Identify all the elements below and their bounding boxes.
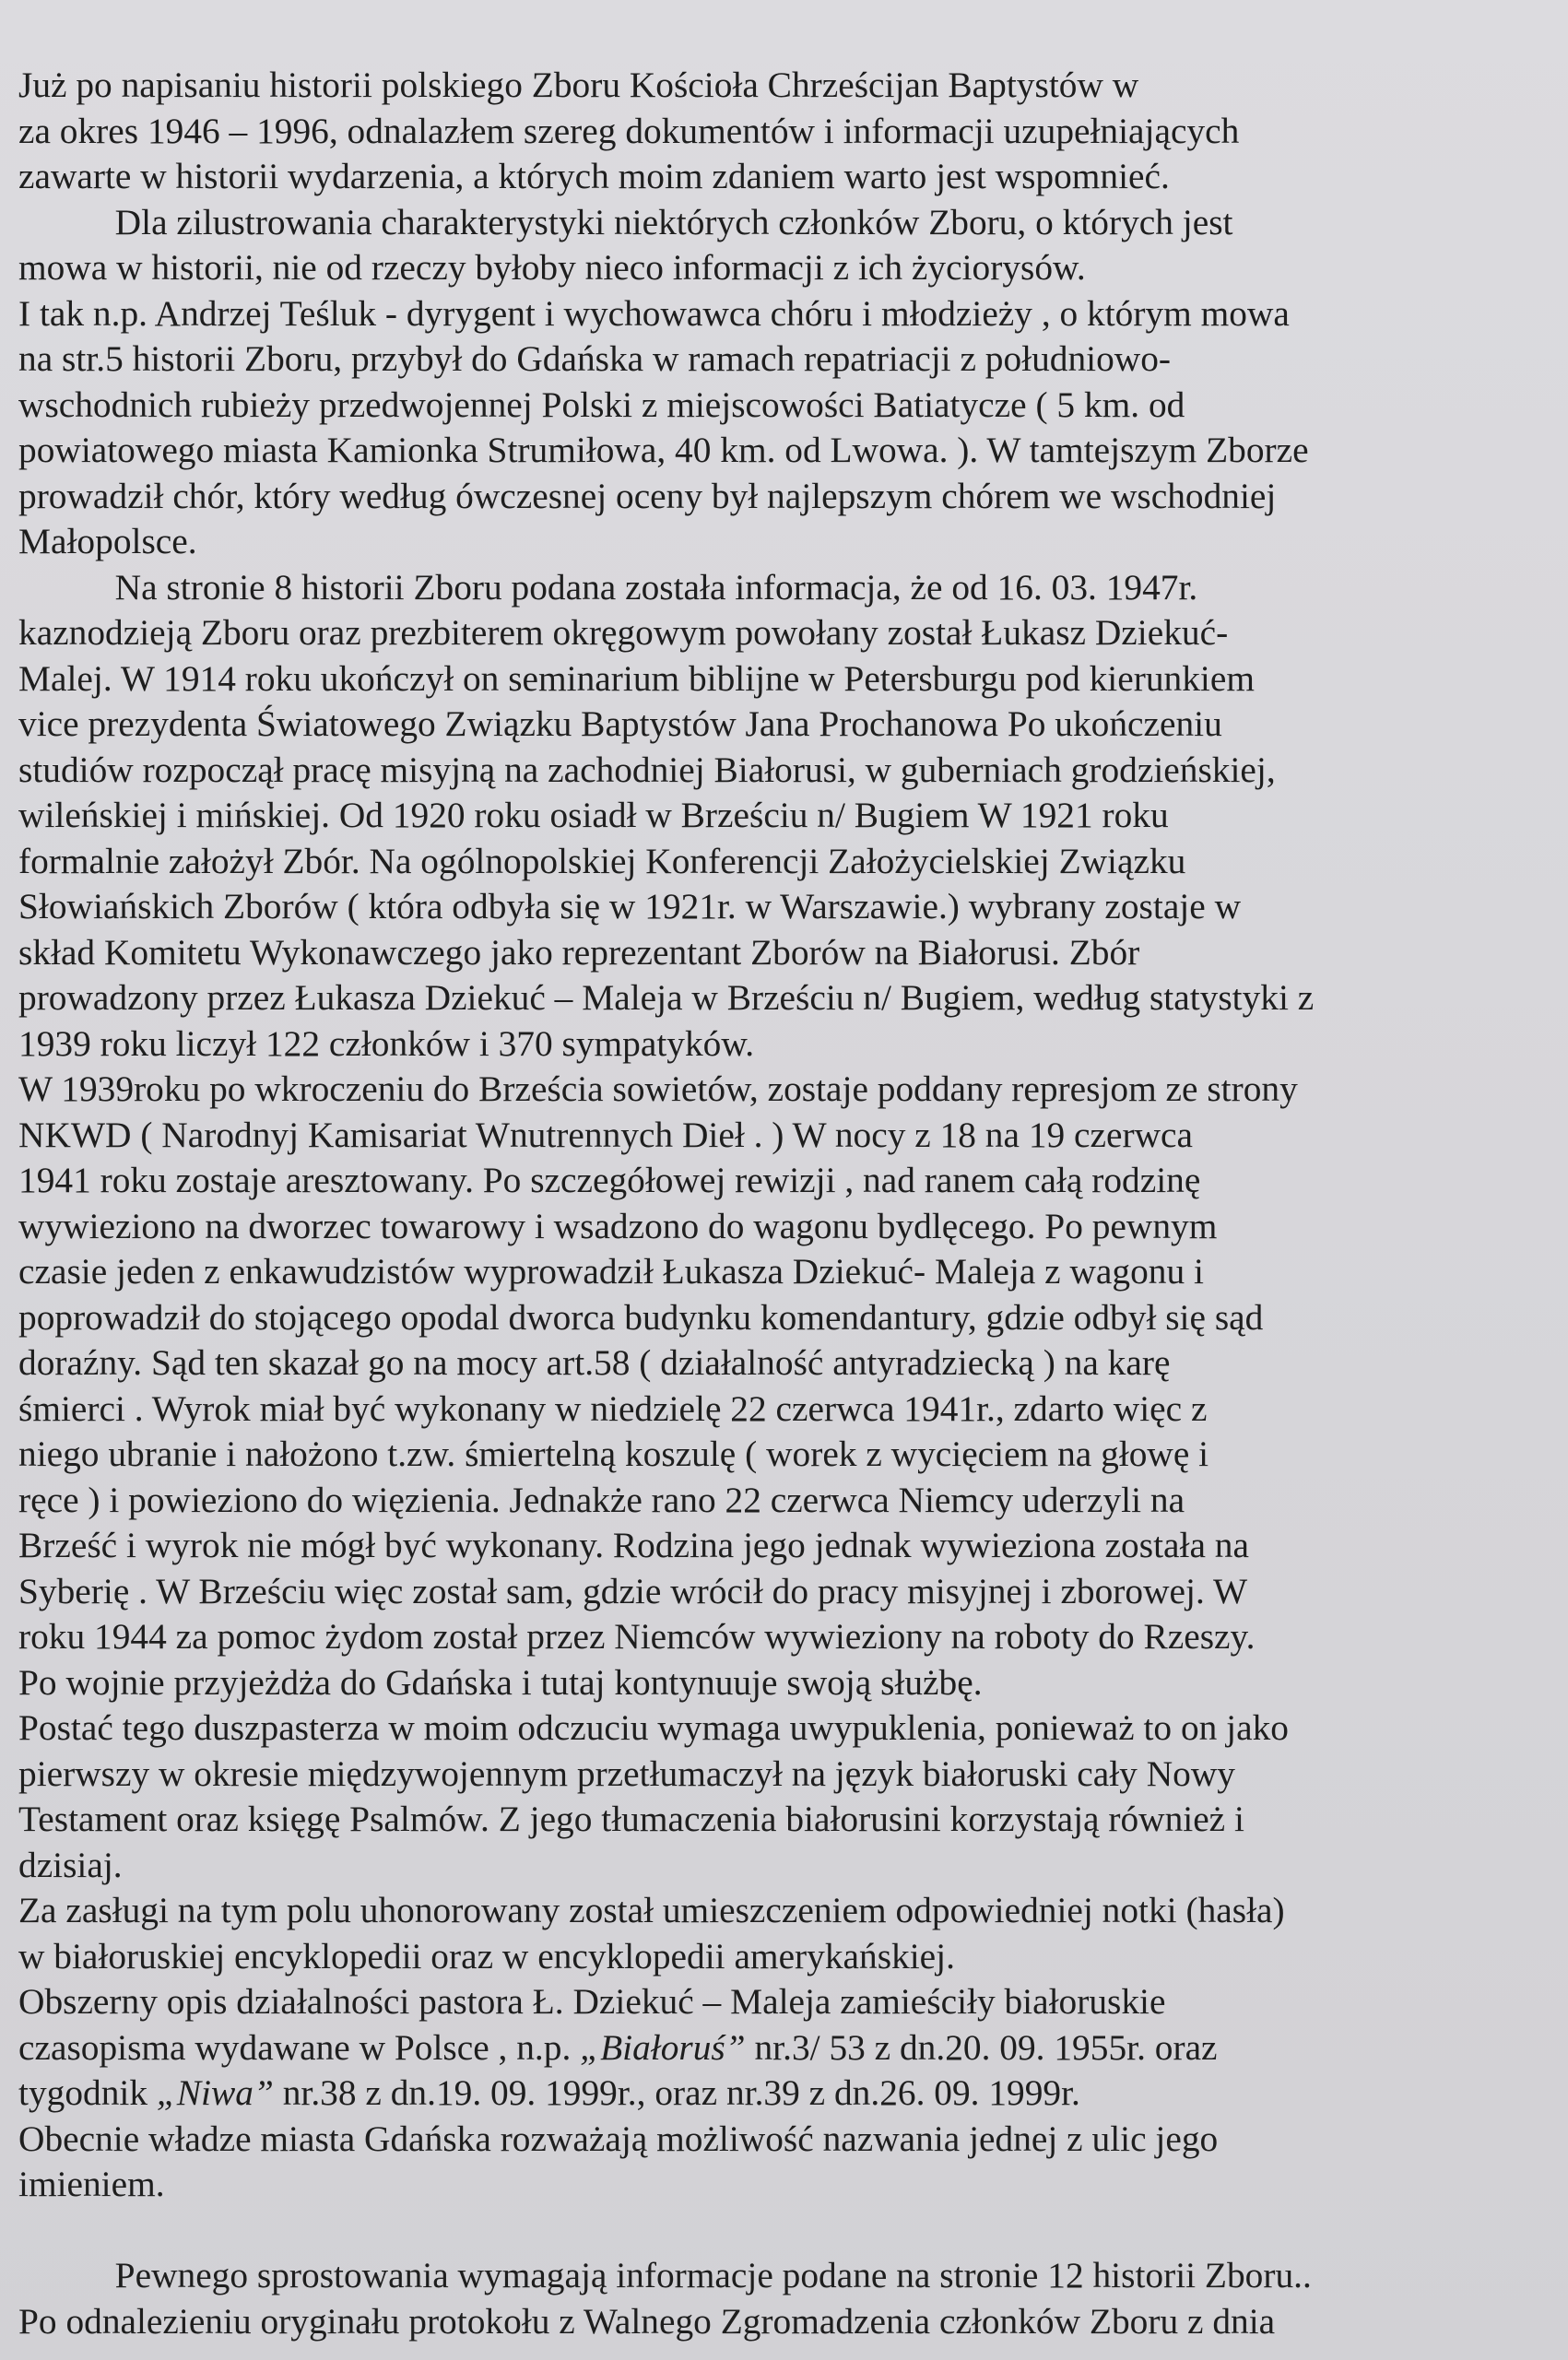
text-line — [18, 2071, 1544, 2117]
text-line: na str.5 historii Zboru, przybył do Gdańska w ramach repatriacji z południowo- — [18, 338, 1172, 379]
text-line: Testament oraz księgę Psalmów. Z jego tłumaczenia białorusini korzystają również i — [18, 1799, 1244, 1839]
paragraph-gap — [18, 2208, 1549, 2254]
text-line: prowadzony przez Łukasza Dziekuć – Maleja w Brześciu n/ Bugiem, według statystyki z — [18, 977, 1315, 1018]
text-line: dzisiaj. — [18, 1844, 123, 1885]
text-line: Syberię . W Brześciu więc został sam, gdzie wrócił do pracy misyjnej i zborowej. W — [18, 1570, 1248, 1611]
text-line: Dla zilustrowania charakterystyki niektórych członków Zboru, o których jest — [114, 201, 1233, 242]
text-line: Po odnalezieniu oryginału protokołu z Walnego Zgromadzenia członków Zboru z dnia — [18, 2300, 1276, 2342]
text-line: imieniem. — [18, 2164, 165, 2204]
text-line — [18, 2025, 1544, 2071]
italic-title: „Białoruś” — [580, 2026, 746, 2068]
text-line: czasie jeden z enkawudzistów wyprowadził Łukasza Dziekuć- Maleja z wagonu i — [18, 1251, 1204, 1292]
text-line: prowadził chór, który według ówczesnej oceny był najlepszym chórem we wschodniej — [18, 475, 1277, 516]
text-line: mowa w historii, nie od rzeczy byłoby nieco informacji z ich życiorysów. — [18, 247, 1086, 288]
text-line: roku 1944 za pomoc żydom został przez Niemców wywieziony na roboty do Rzeszy. — [18, 1616, 1256, 1657]
text-segment: tygodnik — [18, 2072, 157, 2113]
text-segment: nr.3/ 53 z dn.20. 09. 1955r. oraz — [745, 2026, 1218, 2068]
text-line: poprowadził do stojącego opodal dworca budynku komendantury, gdzie odbył się sąd — [18, 1296, 1264, 1338]
text-line: Postać tego duszpasterza w moim odczuciu wymaga uwypuklenia, ponieważ to on jako — [18, 1707, 1289, 1748]
text-line: Po wojnie przyjeżdża do Gdańska i tutaj kontynuuje swoją służbę. — [18, 1661, 983, 1703]
text-line: I tak n.p. Andrzej Teśluk - dyrygent i wychowawca chóru i młodzieży , o którym mowa — [18, 292, 1290, 334]
text-segment: nr.38 z dn.19. 09. 1999r., oraz nr.39 z dn.26. 09. 1999r. — [273, 2072, 1080, 2113]
text-line: zawarte w historii wydarzenia, a których moim zdaniem warto jest wspomnieć. — [18, 156, 1170, 196]
text-line: w białoruskiej encyklopedii oraz w encyklopedii amerykańskiej. — [18, 1935, 955, 1976]
text-line: Już po napisaniu historii polskiego Zboru Kościoła Chrześcijan Baptystów w — [18, 65, 1139, 105]
italic-title: „Niwa” — [156, 2072, 274, 2113]
text-line: Obecnie władze miasta Gdańska rozważają możliwość nazwania jednej z ulic jego — [18, 2118, 1219, 2159]
text-line: za okres 1946 – 1996, odnalazłem szereg dokumentów i informacji uzupełniających — [18, 110, 1240, 151]
text-line: vice prezydenta Światowego Związku Baptystów Jana Prochanowa Po ukończeniu — [18, 703, 1222, 744]
text-line: W 1939roku po wkroczeniu do Brześcia sowietów, zostaje poddany represjom ze strony — [18, 1068, 1298, 1109]
text-line: Na stronie 8 historii Zboru podana została informacja, że od 16. 03. 1947r. — [114, 566, 1198, 608]
text-line: pierwszy w okresie międzywojennym przetłumaczył na język białoruski cały Nowy — [18, 1752, 1235, 1794]
text-line: 1941 roku zostaje aresztowany. Po szczegółowej rewizji , nad ranem całą rodzinę — [18, 1160, 1201, 1200]
text-line: formalnie założył Zbór. Na ogólnopolskiej Konferencji Założycielskiej Związku — [18, 840, 1186, 881]
text-line: powiatowego miasta Kamionka Strumiłowa, 40 km. od Lwowa. ). W tamtejszym Zborze — [18, 430, 1309, 470]
text-line: Malej. W 1914 roku ukończył on seminarium biblijne w Petersburgu pod kierunkiem — [18, 657, 1255, 699]
text-line: Za zasługi na tym polu uhonorowany został umieszczeniem odpowiedniej notki (hasła) — [18, 1890, 1285, 1930]
text-line: skład Komitetu Wykonawczego jako reprezentant Zborów na Białorusi. Zbór — [18, 931, 1140, 973]
text-line: Brześć i wyrok nie mógł być wykonany. Rodzina jego jednak wywieziona została na — [18, 1525, 1249, 1565]
text-line: wywieziono na dworzec towarowy i wsadzono do wagonu bydlęcego. Po pewnym — [18, 1205, 1218, 1246]
text-line: ręce ) i powieziono do więzienia. Jednakże rano 22 czerwca Niemcy uderzyli na — [18, 1479, 1185, 1520]
text-line: kaznodzieją Zboru oraz prezbiterem okręgowym powołany został Łukasz Dziekuć- — [18, 612, 1229, 653]
text-line: niego ubranie i nałożono t.zw. śmiertelną koszulę ( worek z wycięciem na głowę i — [18, 1434, 1209, 1474]
text-line: doraźny. Sąd ten skazał go na mocy art.58 ( działalność antyradziecką ) na karę — [18, 1342, 1171, 1383]
text-line: Słowiańskich Zborów ( która odbyła się w 1921r. w Warszawie.) wybrany zostaje w — [18, 886, 1242, 926]
text-line: studiów rozpoczął pracę misyjną na zachodniej Białorusi, w guberniach grodzieńskiej, — [18, 749, 1276, 790]
text-line: Obszerny opis działalności pastora Ł. Dziekuć – Maleja zamieściły białoruskie — [18, 1981, 1166, 2022]
text-segment: czasopisma wydawane w Polsce , n.p. — [18, 2026, 581, 2068]
text-line: Małopolsce. — [18, 521, 197, 561]
text-line: śmierci . Wyrok miał być wykonany w niedzielę 22 czerwca 1941r., zdarto więc z — [18, 1387, 1208, 1429]
text-line: 1939 roku liczył 122 członków i 370 sympatyków. — [18, 1022, 755, 1064]
text-line: NKWD ( Narodnyj Kamisariat Wnutrennych Dieł . ) W nocy z 18 na 19 czerwca — [18, 1114, 1194, 1155]
text-line: Pewnego sprostowania wymagają informacje podane na stronie 12 historii Zboru.. — [114, 2255, 1312, 2295]
text-line: wschodnich rubieży przedwojennej Polski z miejscowości Batiatycze ( 5 km. od — [18, 384, 1185, 425]
text-line: wileńskiej i mińskiej. Od 1920 roku osiadł w Brześciu n/ Bugiem W 1921 roku — [18, 795, 1169, 835]
document-body — [18, 63, 1549, 2344]
